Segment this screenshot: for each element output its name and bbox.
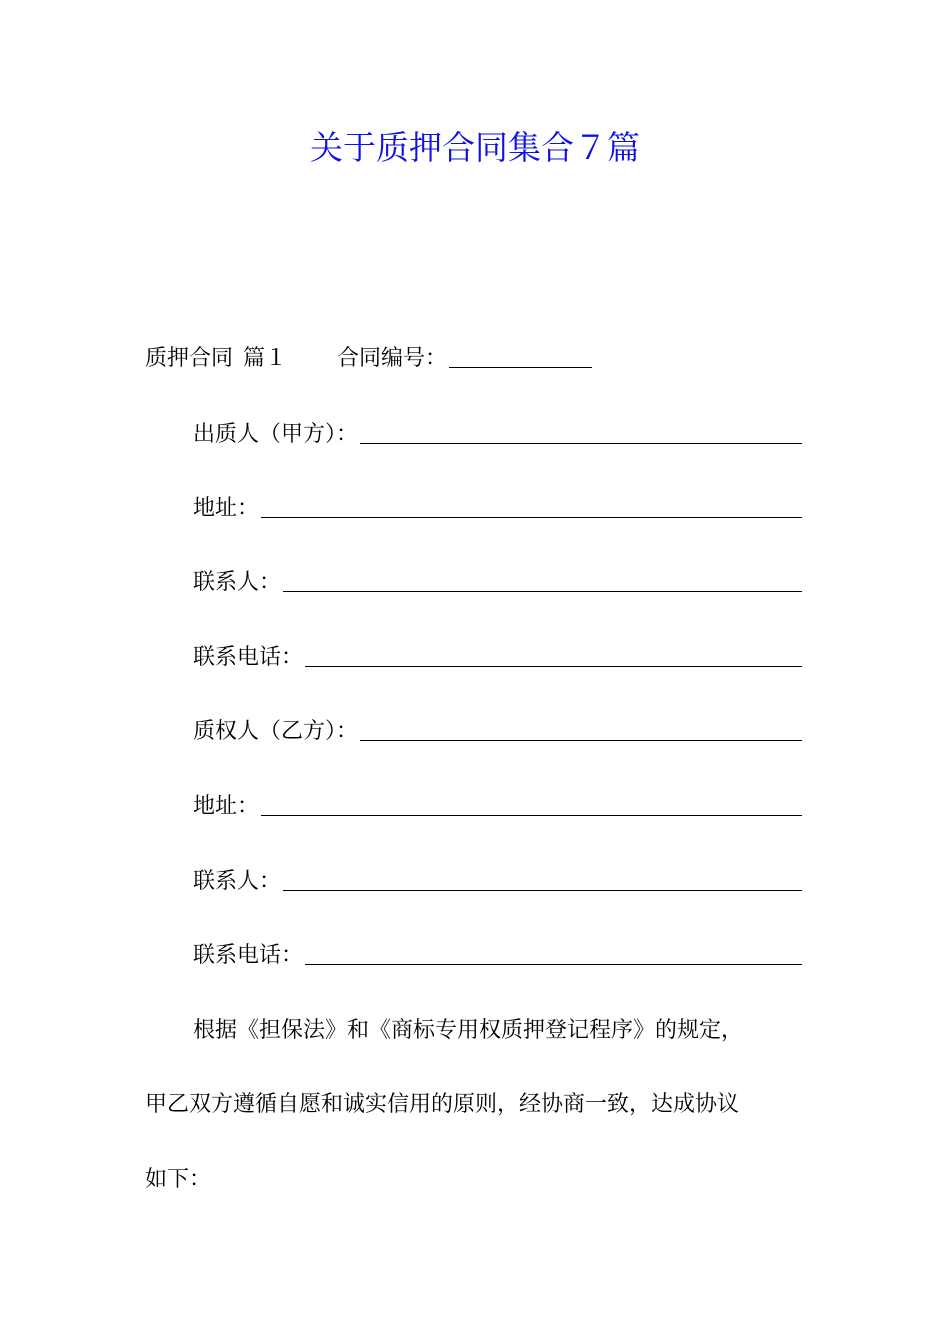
pledgee-contact-field (193, 867, 802, 897)
pledgor-field (193, 420, 802, 450)
document-title: 关于质押合同集合７篇 (310, 128, 640, 167)
pledgee-phone-blank[interactable] (305, 964, 802, 965)
pledgor-phone-field (193, 643, 802, 673)
pledgor-blank[interactable] (360, 443, 802, 444)
contract-number-label: 合同编号： (337, 346, 448, 371)
pledgor-contact-blank[interactable] (283, 591, 802, 592)
body-paragraph-line-2: 甲乙双方遵循自愿和诚实信用的原则，经协商一致，达成协议 (145, 1092, 740, 1117)
pledgor-address-label: 地址： (193, 496, 260, 521)
pledgee-blank[interactable] (360, 740, 802, 741)
pledgee-contact-label: 联系人： (193, 869, 282, 894)
part-label: 篇１ (243, 346, 288, 371)
pledgee-field (193, 717, 802, 747)
pledgee-contact-blank[interactable] (283, 890, 802, 891)
pledgor-contact-field (193, 568, 802, 598)
pledgee-phone-label: 联系电话： (193, 943, 304, 968)
section-label: 质押合同 (145, 346, 234, 371)
pledgee-label: 质权人（乙方）： (193, 719, 359, 744)
pledgee-address-label: 地址： (193, 794, 260, 819)
pledgee-address-field (193, 792, 802, 822)
pledgee-address-blank[interactable] (261, 815, 802, 816)
contract-number-blank[interactable] (449, 367, 592, 368)
pledgee-phone-field (193, 941, 802, 971)
pledgor-phone-label: 联系电话： (193, 645, 304, 670)
pledgor-contact-label: 联系人： (193, 570, 282, 595)
pledgor-label: 出质人（甲方）： (193, 422, 359, 447)
pledgor-phone-blank[interactable] (305, 666, 802, 667)
contract-header (145, 344, 592, 374)
pledgor-address-blank[interactable] (261, 517, 802, 518)
body-paragraph-line-1: 根据《担保法》和《商标专用权质押登记程序》的规定， (193, 1018, 744, 1043)
pledgor-address-field (193, 494, 802, 524)
body-paragraph-line-3: 如下： (145, 1167, 212, 1192)
